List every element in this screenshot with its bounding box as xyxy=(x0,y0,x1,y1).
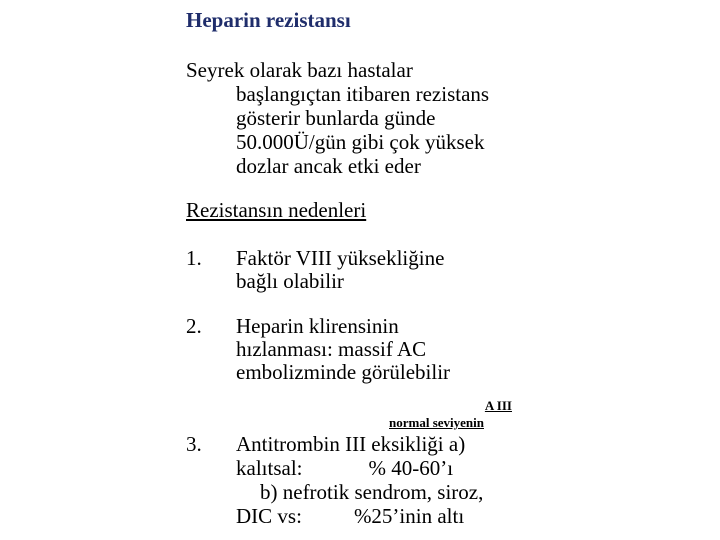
list-item-line: Faktör VIII yüksekliğine xyxy=(236,246,445,270)
list-item-line xyxy=(236,456,566,480)
annotation-line: normal seviyenin xyxy=(389,415,484,430)
list-item-line: hızlanması: massif AC xyxy=(236,337,427,361)
intro-line: başlangıçtan itibaren rezistans xyxy=(236,82,490,106)
list-item-label: kalıtsal: xyxy=(236,456,303,480)
list-item-label: DIC vs: xyxy=(236,504,302,528)
list-item xyxy=(186,432,566,528)
list-item-text xyxy=(236,315,566,384)
annotation-note xyxy=(360,398,512,434)
list-item-text xyxy=(236,247,566,293)
list-item-line: b) nefrotik sendrom, siroz, xyxy=(260,480,484,504)
intro-line: gösterir bunlarda günde xyxy=(236,106,436,130)
section-heading: Rezistansın nedenleri xyxy=(186,198,367,222)
list-item-text xyxy=(236,432,566,528)
intro-paragraph xyxy=(186,58,566,178)
list-item-value: % 40-60’ı xyxy=(368,456,454,480)
intro-line: Seyrek olarak bazı hastalar xyxy=(186,58,413,82)
annotation-line: A III xyxy=(484,398,512,413)
list-item-number: 2. xyxy=(186,314,202,338)
list-item-number: 1. xyxy=(186,246,202,270)
slide-title: Heparin rezistansı xyxy=(186,8,351,32)
list-item-line: bağlı olabilir xyxy=(236,269,344,293)
list-item-line: Heparin klirensinin xyxy=(236,314,399,338)
list-item-value: %25’inin altı xyxy=(353,504,465,528)
list-item xyxy=(186,247,566,293)
list-item-line: embolizminde görülebilir xyxy=(236,360,451,384)
list-item-line: Antitrombin III eksikliği a) xyxy=(236,432,466,456)
intro-line: dozlar ancak etki eder xyxy=(236,154,421,178)
intro-line: 50.000Ü/gün gibi çok yüksek xyxy=(236,130,485,154)
list-item-number: 3. xyxy=(186,432,202,456)
list-item xyxy=(186,315,566,384)
list-item-line xyxy=(236,504,566,528)
